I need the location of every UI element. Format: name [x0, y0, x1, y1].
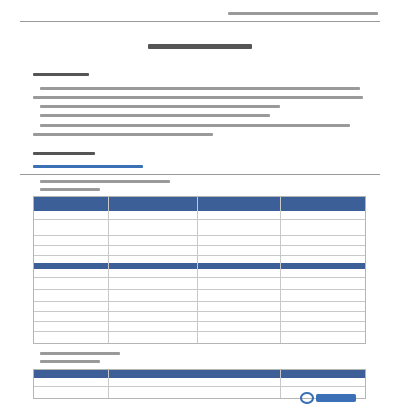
cninf-logo: [300, 390, 360, 404]
table-header-row: [34, 370, 365, 378]
table-header-row: [34, 263, 365, 269]
data-table: [33, 196, 366, 344]
table-header-row: [34, 197, 365, 211]
